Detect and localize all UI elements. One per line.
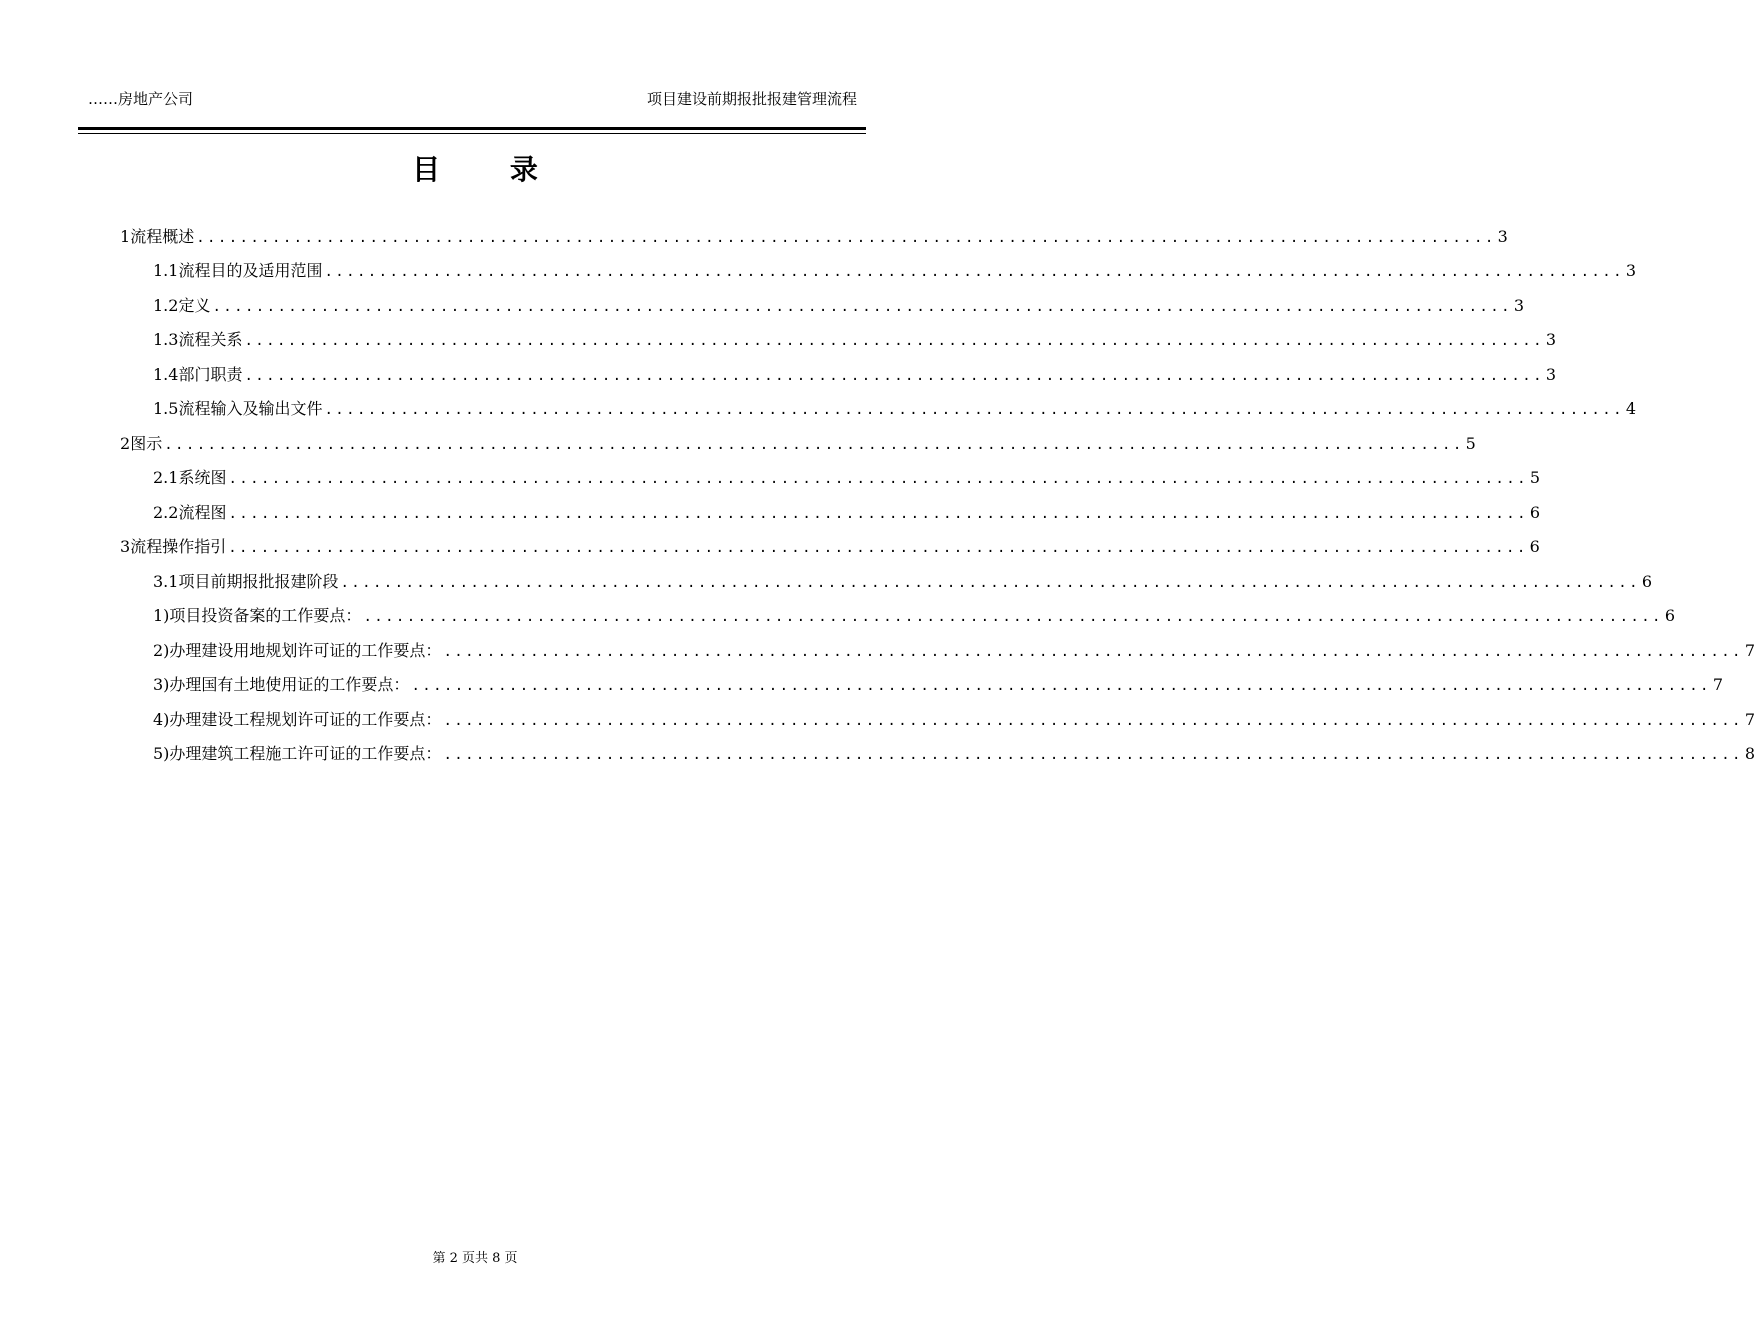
- toc-entry-label: 办理建筑工程施工许可证的工作要点：: [169, 744, 442, 763]
- toc-entry-label: 流程目的及适用范围: [178, 261, 323, 280]
- toc-leader-dots: ........................................................................................................................: [228, 506, 1528, 522]
- toc-entry-label: 办理建设用地规划许可证的工作要点：: [169, 641, 442, 660]
- toc-entry-page: 6: [1529, 503, 1541, 522]
- toc-entry-label: 项目投资备案的工作要点：: [169, 606, 362, 625]
- toc-entry-number: 3.1: [153, 572, 179, 591]
- toc-entry-page: 3: [1497, 227, 1508, 246]
- toc-entry[interactable]: [153, 294, 1525, 318]
- toc-entry-number: 4): [153, 710, 170, 729]
- toc-entry-page: 3: [1545, 365, 1557, 384]
- toc-entry[interactable]: [153, 363, 1557, 387]
- toc-entry[interactable]: [120, 225, 1508, 249]
- toc-entry-label: 项目前期报批报建阶段: [178, 572, 339, 591]
- toc-leader-dots: ........................................................................................................................: [164, 437, 1464, 453]
- toc-entry-page: 6: [1641, 572, 1653, 591]
- document-title: 项目建设前期报批报建管理流程: [646, 90, 857, 108]
- toc-entry-page: 5: [1465, 434, 1476, 453]
- toc-leader-dots: ........................................................................................................................: [228, 471, 1528, 487]
- toc-leader-dots: ........................................................................................................................: [363, 609, 1663, 625]
- page-footer-number: 第 2 页共 8 页: [432, 1251, 518, 1266]
- toc-entry-number: 1): [153, 606, 170, 625]
- toc-entry-page: 3: [1513, 296, 1525, 315]
- toc-entry-number: 5): [153, 744, 170, 763]
- toc-entry[interactable]: [153, 259, 1637, 283]
- toc-leader-dots: ........................................................................................................................: [324, 402, 1624, 418]
- toc-entry-page: 4: [1625, 399, 1637, 418]
- toc-leader-dots: ........................................................................................................................: [443, 644, 1743, 660]
- toc-entry-number: 1.3: [153, 330, 179, 349]
- toc-leader-dots: ........................................................................................................................: [196, 230, 1496, 246]
- toc-entry[interactable]: [153, 639, 1755, 663]
- toc-leader-dots: ........................................................................................................................: [443, 747, 1743, 763]
- toc-entry-label: 办理国有土地使用证的工作要点：: [169, 675, 410, 694]
- toc-entry-label: 系统图: [178, 468, 227, 487]
- toc-entry-label: 流程关系: [178, 330, 243, 349]
- toc-leader-dots: ........................................................................................................................: [411, 678, 1711, 694]
- header-divider-thin: [78, 133, 866, 134]
- toc-entry-number: 1.2: [153, 296, 179, 315]
- toc-entry[interactable]: [120, 535, 1540, 559]
- toc-entry-number: 2): [153, 641, 170, 660]
- toc-entry-page: 3: [1545, 330, 1557, 349]
- toc-entry-page: 6: [1664, 606, 1676, 625]
- toc-entry-label: 流程概述: [130, 227, 195, 246]
- toc-entry[interactable]: [153, 570, 1653, 594]
- toc-entry[interactable]: [153, 466, 1541, 490]
- toc-leader-dots: ........................................................................................................................: [244, 368, 1544, 384]
- toc-entry-number: 1.1: [153, 261, 179, 280]
- toc-entry[interactable]: [153, 673, 1724, 697]
- toc-leader-dots: ........................................................................................................................: [244, 333, 1544, 349]
- toc-entry-number: 1.5: [153, 399, 179, 418]
- toc-entry-number: 1.4: [153, 365, 179, 384]
- toc-leader-dots: ........................................................................................................................: [443, 713, 1743, 729]
- toc-leader-dots: ........................................................................................................................: [324, 264, 1624, 280]
- toc-entry-page: 6: [1529, 537, 1540, 556]
- toc-entry-number: 3): [153, 675, 170, 694]
- toc-entry[interactable]: [153, 708, 1755, 732]
- toc-entry-label: 图示: [130, 434, 163, 453]
- toc-entry-number: 3: [120, 537, 131, 556]
- toc-entry-number: 2.2: [153, 503, 179, 522]
- toc-entry[interactable]: [153, 397, 1637, 421]
- header-divider-thick: [78, 127, 866, 130]
- toc-entry[interactable]: [153, 742, 1755, 766]
- toc-entry[interactable]: [153, 328, 1557, 352]
- toc-leader-dots: ........................................................................................................................: [228, 540, 1528, 556]
- toc-entry[interactable]: [120, 432, 1476, 456]
- toc-leader-dots: ........................................................................................................................: [340, 575, 1640, 591]
- toc-entry-page: 7: [1712, 675, 1724, 694]
- toc-entry-number: 1: [120, 227, 131, 246]
- toc-entry-label: 部门职责: [178, 365, 243, 384]
- toc-entry[interactable]: [153, 501, 1541, 525]
- toc-entry-page: 3: [1625, 261, 1637, 280]
- toc-entry-number: 2: [120, 434, 131, 453]
- toc-heading: 目 录: [412, 153, 568, 186]
- toc-entry-page: 7: [1744, 710, 1755, 729]
- toc-entry-label: 办理建设工程规划许可证的工作要点：: [169, 710, 442, 729]
- toc-leader-dots: ........................................................................................................................: [212, 299, 1512, 315]
- toc-entry-page: 8: [1744, 744, 1755, 763]
- toc-entry-label: 流程操作指引: [130, 537, 227, 556]
- toc-entry-label: 流程图: [178, 503, 227, 522]
- toc-entry-page: 7: [1744, 641, 1755, 660]
- toc-entry-label: 流程输入及输出文件: [178, 399, 323, 418]
- toc-entry-label: 定义: [178, 296, 211, 315]
- company-name: ……房地产公司: [88, 90, 194, 108]
- toc-entry-page: 5: [1529, 468, 1541, 487]
- toc-entry[interactable]: [153, 604, 1676, 628]
- toc-entry-number: 2.1: [153, 468, 179, 487]
